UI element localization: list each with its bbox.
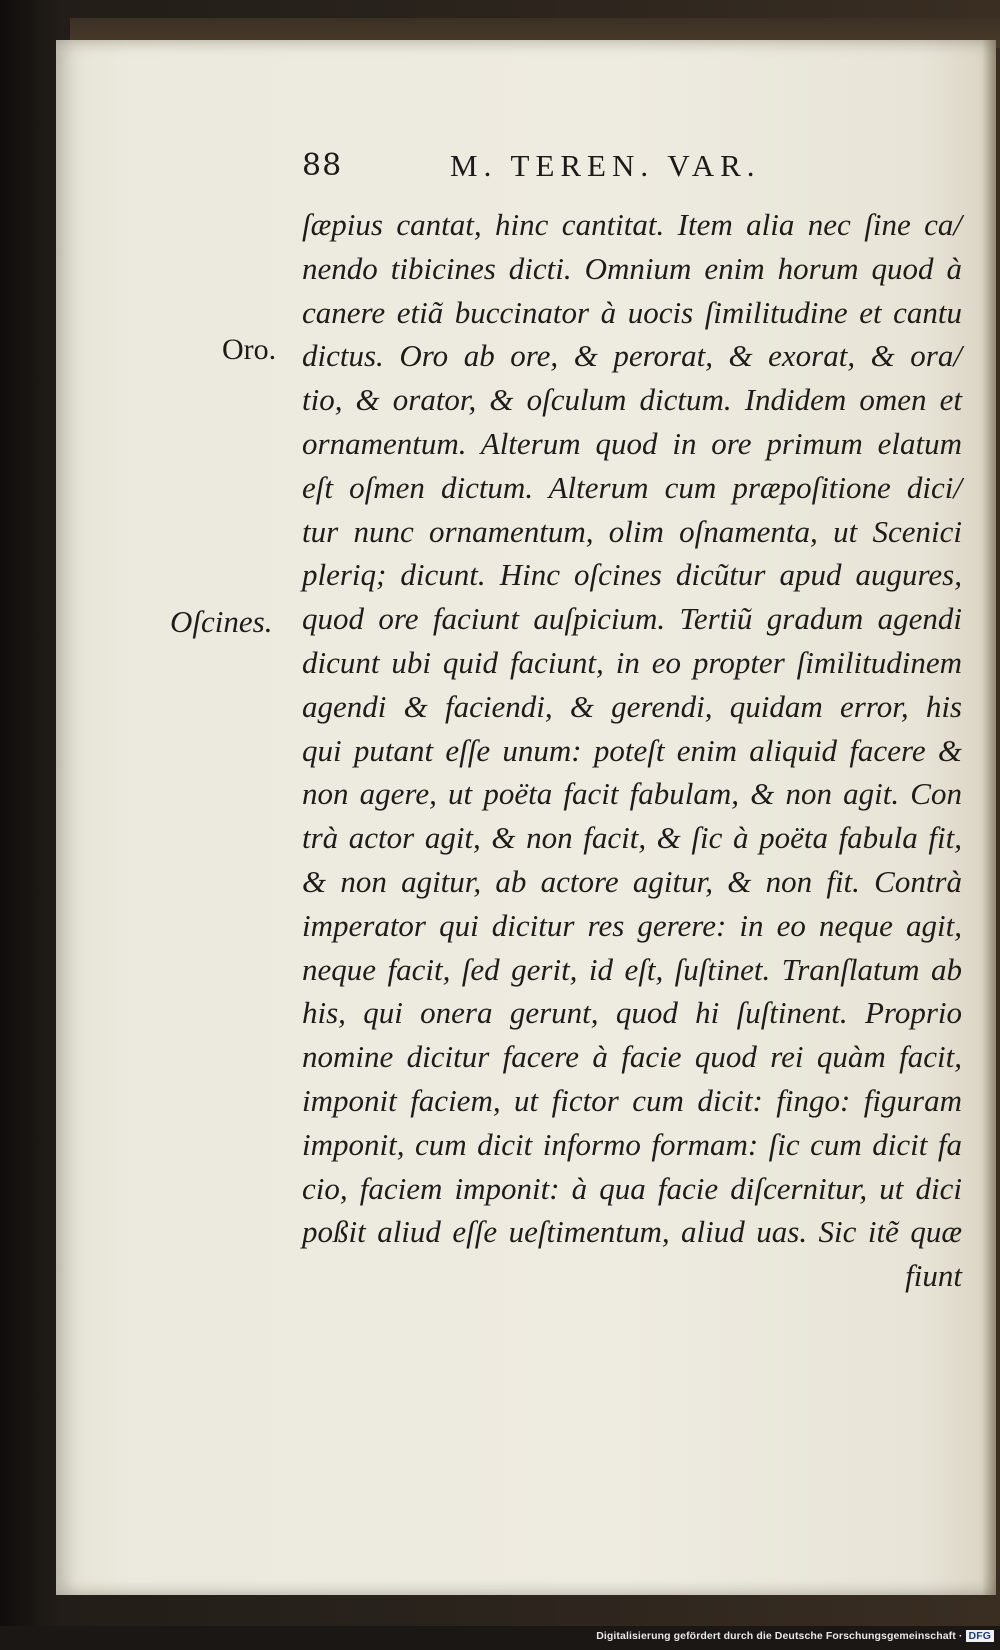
catchword: fiunt	[905, 1258, 962, 1294]
text-line: qui putant eſſe unum: poteſt enim aliquid facere &	[302, 732, 962, 768]
funding-credit	[596, 1630, 994, 1642]
text-line: dictus. Oro ab ore, & perorat, & exorat, & ora/	[302, 338, 962, 374]
marginal-note-oscines: Oſcines.	[170, 604, 273, 639]
page-gutter-shadow	[982, 40, 996, 1595]
text-line: canere etiã buccinator à uocis ſimilitudine et cantu	[302, 294, 962, 330]
text-line: neque facit, ſed gerit, id eſt, ſuſtinet. Tranſlatum ab	[302, 951, 962, 987]
text-line: non agere, ut poëta facit fabulam, & non agit. Con	[302, 776, 962, 812]
running-title: M. TEREN. VAR.	[450, 148, 761, 183]
text-line: his, qui onera gerunt, quod hi ſuſtinent. Proprio	[302, 995, 962, 1031]
text-line: dicunt ubi quid faciunt, in eo propter ſimilitudinem	[302, 644, 962, 680]
text-line: nendo tibicines dicti. Omnium enim horum quod à	[302, 250, 962, 286]
text-line: tur nunc ornamentum, olim oſnamenta, ut Scenici	[302, 513, 962, 549]
text-line: tio, & orator, & oſculum dictum. Indidem omen et	[302, 382, 962, 418]
text-line: imponit, cum dicit informo formam: ſic cum dicit fa	[302, 1126, 962, 1162]
text-line: ornamentum. Alterum quod in ore primum elatum	[302, 425, 962, 461]
text-line: & non agitur, ab actore agitur, & non fit. Contrà	[302, 863, 962, 899]
text-line: trà actor agit, & non facit, & ſic à poëta fabula fit,	[302, 820, 962, 856]
text-line: poßit aliud eſſe ueſtimentum, aliud uas. Sic itẽ quæ	[302, 1214, 962, 1250]
text-line: eſt oſmen dictum. Alterum cum præpoſitione dici/	[302, 469, 962, 505]
running-header	[302, 148, 822, 188]
text-line: cio, faciem imponit: à qua facie diſcernitur, ut dici	[302, 1170, 962, 1206]
main-text-block	[302, 203, 962, 1298]
text-line: imperator qui dicitur res gerere: in eo neque agit,	[302, 907, 962, 943]
marginal-note-oro: Oro.	[222, 333, 277, 366]
separator: ·	[958, 1630, 966, 1642]
text-line: agendi & faciendi, & gerendi, quidam error, his	[302, 688, 962, 724]
text-line: imponit faciem, ut fictor cum dicit: fingo: figuram	[302, 1082, 962, 1118]
funding-credit-text: Digitalisierung gefördert durch die Deutsche Forschungsgemeinschaft	[596, 1630, 956, 1642]
text-line: nomine dicitur facere à facie quod rei quàm facit,	[302, 1039, 962, 1075]
dfg-logo: DFG	[966, 1630, 994, 1642]
text-line: quod ore faciunt auſpicium. Tertiũ gradum agendi	[302, 601, 962, 637]
text-line: ſæpius cantat, hinc cantitat. Item alia nec ſine ca/	[302, 207, 962, 242]
page-number: 88	[302, 148, 343, 183]
text-line: pleriq; dicunt. Hinc oſcines dicũtur apud augures,	[302, 557, 962, 593]
